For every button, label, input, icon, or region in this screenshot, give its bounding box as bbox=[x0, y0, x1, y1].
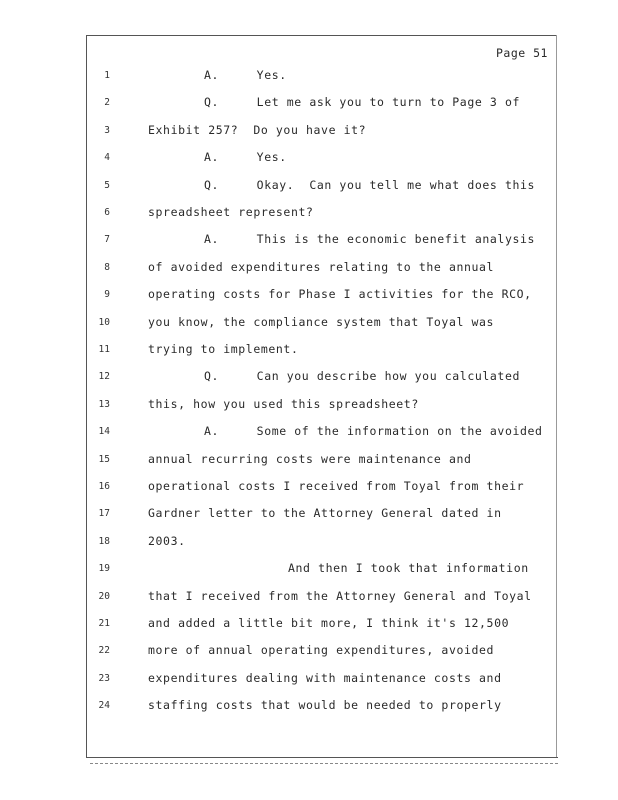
line-number: 14 bbox=[98, 426, 110, 438]
page-border-top bbox=[86, 35, 556, 36]
line-number: 20 bbox=[98, 590, 110, 602]
transcript-line bbox=[0, 66, 618, 86]
transcript-line bbox=[0, 121, 618, 141]
line-number: 16 bbox=[98, 481, 110, 492]
line-number: 5 bbox=[104, 179, 110, 191]
transcript-line bbox=[0, 258, 618, 278]
line-text: 2003. bbox=[148, 533, 186, 548]
line-number: 18 bbox=[98, 535, 110, 547]
line-text: A. This is the economic benefit analysis bbox=[204, 232, 536, 247]
page-number: Page 51 bbox=[496, 46, 548, 60]
line-number: 12 bbox=[98, 371, 110, 383]
line-text: that I received from the Attorney General and Toyal bbox=[148, 588, 532, 603]
transcript-line bbox=[0, 422, 618, 442]
line-text: And then I took that information bbox=[288, 561, 529, 576]
line-number: 7 bbox=[104, 234, 110, 246]
transcript-line bbox=[0, 477, 618, 497]
line-number: 4 bbox=[104, 152, 110, 164]
line-text: more of annual operating expenditures, avoided bbox=[148, 643, 495, 658]
line-number: 23 bbox=[98, 672, 110, 684]
transcript-line bbox=[0, 587, 618, 607]
transcript-line bbox=[0, 504, 618, 524]
line-text: Q. Can you describe how you calculated bbox=[204, 369, 520, 384]
line-number: 6 bbox=[104, 207, 110, 218]
line-number: 2 bbox=[104, 97, 110, 109]
transcript-line bbox=[0, 340, 618, 360]
line-number: 21 bbox=[98, 618, 110, 629]
line-number: 9 bbox=[104, 289, 110, 301]
line-text: operating costs for Phase I activities for the RCO, bbox=[148, 287, 532, 302]
line-text: Q. Okay. Can you tell me what does this bbox=[204, 177, 536, 192]
transcript-line bbox=[0, 93, 618, 113]
line-text: Gardner letter to the Attorney General dated in bbox=[148, 506, 502, 521]
line-text: A. Yes. bbox=[204, 68, 287, 82]
transcript-line bbox=[0, 203, 618, 223]
line-number: 1 bbox=[104, 70, 110, 81]
transcript-line bbox=[0, 395, 618, 415]
transcript-line bbox=[0, 614, 618, 634]
line-text: spreadsheet represent? bbox=[148, 205, 314, 219]
line-number: 15 bbox=[98, 453, 110, 465]
line-text: staffing costs that would be needed to properly bbox=[148, 698, 502, 713]
line-text: you know, the compliance system that Toyal was bbox=[148, 314, 495, 329]
line-number: 17 bbox=[98, 508, 110, 520]
line-text: A. Some of the information on the avoided bbox=[204, 424, 543, 439]
line-text: operational costs I received from Toyal from their bbox=[148, 479, 525, 493]
line-text: A. Yes. bbox=[204, 150, 287, 165]
line-text: Q. Let me ask you to turn to Page 3 of bbox=[204, 95, 520, 110]
page-footer-rule bbox=[90, 763, 558, 764]
line-text: and added a little bit more, I think it's 12,500 bbox=[148, 616, 510, 630]
line-text: expenditures dealing with maintenance costs and bbox=[148, 670, 502, 685]
transcript-line bbox=[0, 367, 618, 387]
line-number: 13 bbox=[98, 398, 110, 410]
page-border-bottom bbox=[86, 757, 558, 758]
line-number: 11 bbox=[98, 344, 110, 355]
line-text: of avoided expenditures relating to the annual bbox=[148, 259, 495, 274]
transcript-line bbox=[0, 148, 618, 168]
line-number: 19 bbox=[98, 563, 110, 575]
transcript-line bbox=[0, 176, 618, 196]
line-number: 8 bbox=[104, 261, 110, 273]
line-number: 3 bbox=[104, 124, 110, 136]
transcript-line bbox=[0, 641, 618, 661]
transcript-line bbox=[0, 230, 618, 250]
transcript-line bbox=[0, 669, 618, 689]
transcript-line bbox=[0, 559, 618, 579]
line-text: annual recurring costs were maintenance and bbox=[148, 451, 472, 466]
transcript-line bbox=[0, 313, 618, 333]
line-text: trying to implement. bbox=[148, 342, 299, 356]
line-number: 24 bbox=[98, 700, 110, 712]
line-number: 10 bbox=[98, 316, 110, 328]
line-text: this, how you used this spreadsheet? bbox=[148, 396, 419, 411]
line-number: 22 bbox=[98, 645, 110, 657]
line-text: Exhibit 257? Do you have it? bbox=[148, 122, 367, 137]
transcript-line bbox=[0, 285, 618, 305]
transcript-line bbox=[0, 532, 618, 552]
transcript-line bbox=[0, 450, 618, 470]
transcript-line bbox=[0, 696, 618, 716]
